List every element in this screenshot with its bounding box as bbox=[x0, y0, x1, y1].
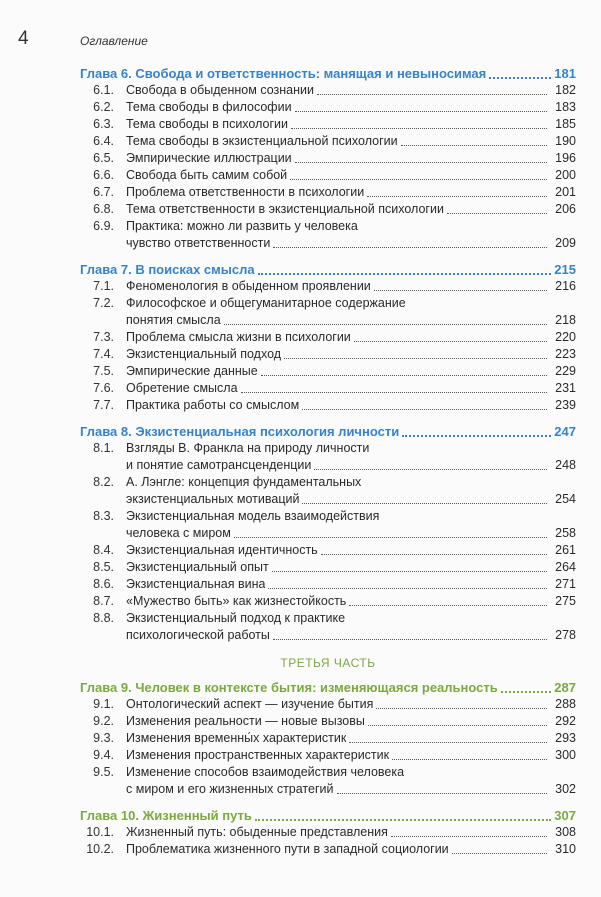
dot-leader bbox=[268, 588, 547, 589]
section-number: 6.8. bbox=[93, 202, 114, 216]
section-line bbox=[126, 218, 576, 235]
section-number: 6.4. bbox=[93, 134, 114, 148]
section-number: 7.6. bbox=[93, 381, 114, 395]
section-page: 229 bbox=[555, 364, 576, 378]
section-entry bbox=[80, 824, 576, 841]
section-number: 8.3. bbox=[93, 509, 114, 523]
dot-leader bbox=[376, 708, 547, 709]
section-number: 8.7. bbox=[93, 594, 114, 608]
section-page: 264 bbox=[555, 560, 576, 574]
section-entry bbox=[80, 593, 576, 610]
section-title: Онтологический аспект — изучение бытия bbox=[126, 697, 374, 711]
section-body bbox=[114, 295, 576, 329]
chapter-page: 181 bbox=[554, 66, 576, 81]
section-line bbox=[126, 559, 576, 576]
section-line bbox=[126, 380, 576, 397]
dot-leader bbox=[272, 571, 547, 572]
section-page: 216 bbox=[555, 279, 576, 293]
section-line bbox=[126, 295, 576, 312]
section-title: Эмпирические иллюстрации bbox=[126, 151, 292, 165]
dot-leader bbox=[258, 273, 552, 275]
section-title: Изменение способов взаимодействия человека bbox=[126, 765, 405, 779]
section-line bbox=[126, 491, 576, 508]
section-entry bbox=[80, 610, 576, 644]
section-page: 258 bbox=[555, 526, 576, 540]
section-number: 9.3. bbox=[93, 731, 114, 745]
section-title: человека с миром bbox=[126, 526, 231, 540]
section-title: Тема ответственности в экзистенциальной психологии bbox=[126, 202, 444, 216]
section-body bbox=[114, 713, 576, 730]
section-line bbox=[126, 312, 576, 329]
section-title: и понятие самотрансценденции bbox=[126, 458, 312, 472]
section-line bbox=[126, 730, 576, 747]
section-line bbox=[126, 167, 576, 184]
section-entry bbox=[80, 397, 576, 414]
section-line bbox=[126, 841, 576, 858]
section-line bbox=[126, 457, 576, 474]
section-title: А. Лэнгле: концепция фундаментальных bbox=[126, 475, 362, 489]
dot-leader bbox=[302, 409, 547, 410]
section-number: 9.2. bbox=[93, 714, 114, 728]
section-entry bbox=[80, 218, 576, 252]
dot-leader bbox=[367, 196, 547, 197]
section-title: Феноменология в обыденном проявлении bbox=[126, 279, 371, 293]
section-page: 271 bbox=[555, 577, 576, 591]
spacer bbox=[80, 252, 576, 260]
section-line bbox=[126, 593, 576, 610]
section-page: 231 bbox=[555, 381, 576, 395]
section-number: 8.5. bbox=[93, 560, 114, 574]
section-body bbox=[114, 278, 576, 295]
dot-leader bbox=[290, 179, 547, 180]
section-line bbox=[126, 99, 576, 116]
section-body bbox=[114, 363, 576, 380]
dot-leader bbox=[374, 290, 547, 291]
section-line bbox=[126, 474, 576, 491]
section-title: Экзистенциальная идентичность bbox=[126, 543, 318, 557]
section-page: 209 bbox=[555, 236, 576, 250]
section-page: 288 bbox=[555, 697, 576, 711]
section-body bbox=[114, 329, 576, 346]
section-title: Проблема смысла жизни в психологии bbox=[126, 330, 351, 344]
section-title: Тема свободы в философии bbox=[126, 100, 292, 114]
dot-leader bbox=[368, 725, 547, 726]
section-page: 278 bbox=[555, 628, 576, 642]
chapter-entry bbox=[80, 808, 576, 824]
chapter-entry bbox=[80, 66, 576, 82]
section-body bbox=[114, 99, 576, 116]
spacer bbox=[80, 798, 576, 806]
section-entry bbox=[80, 363, 576, 380]
section-body bbox=[114, 593, 576, 610]
section-line bbox=[126, 627, 576, 644]
section-line bbox=[126, 781, 576, 798]
dot-leader bbox=[284, 358, 547, 359]
section-entry bbox=[80, 576, 576, 593]
section-entry bbox=[80, 696, 576, 713]
section-page: 182 bbox=[555, 83, 576, 97]
dot-leader bbox=[392, 759, 547, 760]
section-line bbox=[126, 542, 576, 559]
chapter-page: 287 bbox=[554, 680, 576, 695]
dot-leader bbox=[295, 111, 547, 112]
section-entry bbox=[80, 346, 576, 363]
section-page: 190 bbox=[555, 134, 576, 148]
section-page: 239 bbox=[555, 398, 576, 412]
chapter-entry bbox=[80, 424, 576, 440]
section-page: 302 bbox=[555, 782, 576, 796]
section-entry bbox=[80, 542, 576, 559]
section-title: Практика работы со смыслом bbox=[126, 398, 300, 412]
section-number: 7.4. bbox=[93, 347, 114, 361]
chapter-title: Глава 9. Человек в контексте бытия: изменяющаяся реальность bbox=[80, 680, 498, 695]
section-entry bbox=[80, 508, 576, 542]
section-body bbox=[114, 508, 576, 542]
section-entry bbox=[80, 133, 576, 150]
section-title: Экзистенциальный подход bbox=[126, 347, 282, 361]
section-number: 7.5. bbox=[93, 364, 114, 378]
section-body bbox=[114, 397, 576, 414]
dot-leader bbox=[241, 392, 547, 393]
section-line bbox=[126, 508, 576, 525]
section-page: 300 bbox=[555, 748, 576, 762]
section-page: 220 bbox=[555, 330, 576, 344]
section-body bbox=[114, 764, 576, 798]
section-body bbox=[114, 380, 576, 397]
chapter-page: 247 bbox=[554, 424, 576, 439]
section-line bbox=[126, 150, 576, 167]
dot-leader bbox=[314, 469, 547, 470]
chapter-entry bbox=[80, 680, 576, 696]
section-number: 8.6. bbox=[93, 577, 114, 591]
section-number: 10.1. bbox=[86, 825, 114, 839]
section-body bbox=[114, 474, 576, 508]
section-title: понятия смысла bbox=[126, 313, 221, 327]
dot-leader bbox=[291, 128, 547, 129]
section-page: 218 bbox=[555, 313, 576, 327]
section-line bbox=[126, 329, 576, 346]
section-line bbox=[126, 363, 576, 380]
dot-leader bbox=[317, 94, 547, 95]
section-entry bbox=[80, 278, 576, 295]
dot-leader bbox=[349, 605, 547, 606]
section-body bbox=[114, 559, 576, 576]
section-page: 275 bbox=[555, 594, 576, 608]
dot-leader bbox=[255, 819, 551, 821]
section-title: Проблематика жизненного пути в западной социологии bbox=[126, 842, 449, 856]
section-entry bbox=[80, 116, 576, 133]
chapter-entry bbox=[80, 262, 576, 278]
section-number: 8.1. bbox=[93, 441, 114, 455]
dot-leader bbox=[234, 537, 547, 538]
section-page: 310 bbox=[555, 842, 576, 856]
section-number: 10.2. bbox=[86, 842, 114, 856]
page-number: 4 bbox=[18, 28, 29, 49]
dot-leader bbox=[402, 435, 551, 437]
dot-leader bbox=[354, 341, 547, 342]
section-entry bbox=[80, 713, 576, 730]
dot-leader bbox=[452, 853, 547, 854]
section-number: 6.1. bbox=[93, 83, 114, 97]
section-page: 248 bbox=[555, 458, 576, 472]
section-line bbox=[126, 747, 576, 764]
part-heading: ТРЕТЬЯ ЧАСТЬ bbox=[280, 656, 376, 670]
section-page: 206 bbox=[555, 202, 576, 216]
section-line bbox=[126, 713, 576, 730]
dot-leader bbox=[501, 691, 552, 693]
section-line bbox=[126, 397, 576, 414]
section-title: Изменения пространственных характеристик bbox=[126, 748, 390, 762]
section-body bbox=[114, 576, 576, 593]
section-line bbox=[126, 133, 576, 150]
dot-leader bbox=[302, 503, 547, 504]
section-entry bbox=[80, 764, 576, 798]
section-line bbox=[126, 824, 576, 841]
section-line bbox=[126, 184, 576, 201]
section-line bbox=[126, 696, 576, 713]
section-body bbox=[114, 610, 576, 644]
section-title: Экзистенциальный подход к практике bbox=[126, 611, 346, 625]
section-number: 8.4. bbox=[93, 543, 114, 557]
section-title: психологической работы bbox=[126, 628, 270, 642]
section-page: 200 bbox=[555, 168, 576, 182]
section-entry bbox=[80, 730, 576, 747]
section-body bbox=[114, 116, 576, 133]
chapter-title: Глава 7. В поисках смысла bbox=[80, 262, 255, 277]
section-body bbox=[114, 346, 576, 363]
chapter-page: 307 bbox=[554, 808, 576, 823]
section-title: чувство ответственности bbox=[126, 236, 271, 250]
section-body bbox=[114, 841, 576, 858]
section-line bbox=[126, 82, 576, 99]
dot-leader bbox=[337, 793, 548, 794]
section-entry bbox=[80, 841, 576, 858]
section-title: Свобода в обыденном сознании bbox=[126, 83, 314, 97]
section-entry bbox=[80, 167, 576, 184]
section-page: 254 bbox=[555, 492, 576, 506]
section-title: экзистенциальных мотиваций bbox=[126, 492, 300, 506]
section-body bbox=[114, 201, 576, 218]
section-title: Практика: можно ли развить у человека bbox=[126, 219, 358, 233]
section-entry bbox=[80, 201, 576, 218]
section-page: 183 bbox=[555, 100, 576, 114]
section-title: Тема свободы в экзистенциальной психологии bbox=[126, 134, 398, 148]
table-of-contents bbox=[80, 64, 576, 858]
section-entry bbox=[80, 150, 576, 167]
section-entry bbox=[80, 184, 576, 201]
section-line bbox=[126, 764, 576, 781]
section-title: Свобода быть самим собой bbox=[126, 168, 288, 182]
chapter-title: Глава 8. Экзистенциальная психология личности bbox=[80, 424, 400, 439]
section-entry bbox=[80, 380, 576, 397]
section-line bbox=[126, 610, 576, 627]
section-title: Проблема ответственности в психологии bbox=[126, 185, 365, 199]
section-line bbox=[126, 116, 576, 133]
section-entry bbox=[80, 440, 576, 474]
section-entry bbox=[80, 474, 576, 508]
section-entry bbox=[80, 99, 576, 116]
section-entry bbox=[80, 82, 576, 99]
section-title: Обретение смысла bbox=[126, 381, 238, 395]
section-page: 308 bbox=[555, 825, 576, 839]
section-number: 6.3. bbox=[93, 117, 114, 131]
section-page: 261 bbox=[555, 543, 576, 557]
dot-leader bbox=[295, 162, 547, 163]
section-title: «Мужество быть» как жизнестойкость bbox=[126, 594, 347, 608]
section-number: 9.5. bbox=[93, 765, 114, 779]
section-line bbox=[126, 201, 576, 218]
section-number: 7.2. bbox=[93, 296, 114, 310]
section-body bbox=[114, 184, 576, 201]
section-line bbox=[126, 235, 576, 252]
section-body bbox=[114, 167, 576, 184]
chapter-page: 215 bbox=[554, 262, 576, 277]
section-title: Взгляды В. Франкла на природу личности bbox=[126, 441, 370, 455]
section-title: Философское и общегуманитарное содержание bbox=[126, 296, 406, 310]
dot-leader bbox=[489, 77, 551, 79]
section-number: 6.7. bbox=[93, 185, 114, 199]
section-number: 8.8. bbox=[93, 611, 114, 625]
section-number: 7.7. bbox=[93, 398, 114, 412]
dot-leader bbox=[401, 145, 547, 146]
section-page: 201 bbox=[555, 185, 576, 199]
section-entry bbox=[80, 295, 576, 329]
section-line bbox=[126, 346, 576, 363]
section-body bbox=[114, 824, 576, 841]
dot-leader bbox=[224, 324, 547, 325]
section-number: 6.6. bbox=[93, 168, 114, 182]
chapter-title: Глава 10. Жизненный путь bbox=[80, 808, 252, 823]
dot-leader bbox=[273, 247, 547, 248]
section-page: 196 bbox=[555, 151, 576, 165]
section-number: 7.3. bbox=[93, 330, 114, 344]
section-number: 6.2. bbox=[93, 100, 114, 114]
section-title: с миром и его жизненных стратегий bbox=[126, 782, 334, 796]
dot-leader bbox=[391, 836, 547, 837]
section-line bbox=[126, 440, 576, 457]
section-body bbox=[114, 133, 576, 150]
section-number: 6.9. bbox=[93, 219, 114, 233]
section-entry bbox=[80, 747, 576, 764]
section-page: 223 bbox=[555, 347, 576, 361]
section-body bbox=[114, 82, 576, 99]
section-body bbox=[114, 542, 576, 559]
section-number: 9.4. bbox=[93, 748, 114, 762]
section-page: 185 bbox=[555, 117, 576, 131]
dot-leader bbox=[447, 213, 547, 214]
section-body bbox=[114, 730, 576, 747]
section-line bbox=[126, 525, 576, 542]
section-title: Экзистенциальная модель взаимодействия bbox=[126, 509, 380, 523]
section-entry bbox=[80, 559, 576, 576]
section-title: Изменения временны́х характеристик bbox=[126, 731, 347, 745]
section-title: Эмпирические данные bbox=[126, 364, 258, 378]
section-body bbox=[114, 440, 576, 474]
section-page: 293 bbox=[555, 731, 576, 745]
section-number: 6.5. bbox=[93, 151, 114, 165]
spacer bbox=[80, 414, 576, 422]
section-body bbox=[114, 747, 576, 764]
section-number: 9.1. bbox=[93, 697, 114, 711]
chapter-title: Глава 6. Свобода и ответственность: манящая и невыносимая bbox=[80, 66, 487, 81]
section-line bbox=[126, 576, 576, 593]
section-body bbox=[114, 218, 576, 252]
section-title: Изменения реальности — новые вызовы bbox=[126, 714, 365, 728]
section-number: 7.1. bbox=[93, 279, 114, 293]
section-line bbox=[126, 278, 576, 295]
dot-leader bbox=[321, 554, 547, 555]
running-title: Оглавление bbox=[80, 34, 148, 48]
section-body bbox=[114, 150, 576, 167]
section-title: Экзистенциальная вина bbox=[126, 577, 266, 591]
section-title: Жизненный путь: обыденные представления bbox=[126, 825, 388, 839]
dot-leader bbox=[261, 375, 547, 376]
section-entry bbox=[80, 329, 576, 346]
section-body bbox=[114, 696, 576, 713]
section-title: Тема свободы в психологии bbox=[126, 117, 289, 131]
dot-leader bbox=[273, 639, 547, 640]
section-title: Экзистенциальный опыт bbox=[126, 560, 269, 574]
section-number: 8.2. bbox=[93, 475, 114, 489]
dot-leader bbox=[349, 742, 547, 743]
section-page: 292 bbox=[555, 714, 576, 728]
